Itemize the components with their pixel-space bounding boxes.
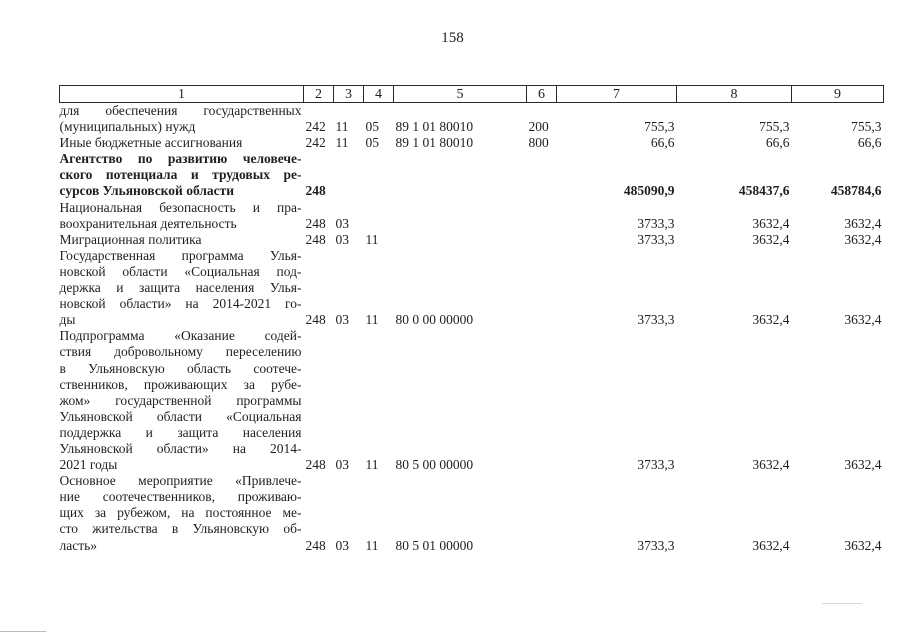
row-name-cell <box>60 103 304 136</box>
table-header <box>60 86 884 103</box>
row-code-cell: 248 <box>305 183 326 199</box>
row-expense-type-cell <box>527 248 557 328</box>
row-amount-col8-cell: 3632,4 <box>752 312 790 328</box>
row-amount-col9-cell: 3632,4 <box>844 231 882 247</box>
row-amount-col8-cell: 66,6 <box>765 135 790 151</box>
row-name-line: ственников, проживающих за рубе- <box>59 376 302 392</box>
row-subsection-cell: 11 <box>365 231 379 247</box>
row-target-article-cell <box>394 151 527 199</box>
row-code-cell: 242 <box>305 135 326 151</box>
header-col-7: 7 <box>557 86 677 103</box>
row-name-cell <box>60 328 304 473</box>
row-name-line: новской области «Социальная под- <box>59 263 302 279</box>
row-name-cell <box>60 200 304 232</box>
table-row <box>60 328 884 473</box>
row-expense-type-cell <box>527 151 557 199</box>
row-name-line: ствия добровольному переселению <box>59 344 302 360</box>
row-subsection-cell: 05 <box>365 119 379 135</box>
row-name-line: Миграционная политика <box>59 231 202 247</box>
table-row <box>60 473 884 553</box>
row-target-article-cell: 89 1 01 80010 <box>395 135 474 151</box>
header-col-9: 9 <box>792 86 884 103</box>
row-amount-col8-cell: 3632,4 <box>752 215 790 231</box>
row-name-line: ды <box>59 312 76 328</box>
row-amount-col8-cell: 3632,4 <box>752 457 790 473</box>
row-code-cell: 248 <box>305 457 326 473</box>
row-section-cell: 03 <box>335 457 349 473</box>
row-amount-col7-cell: 3733,3 <box>637 312 675 328</box>
row-name-cell <box>60 135 304 151</box>
row-name-line: держка и защита населения Улья- <box>59 280 302 296</box>
row-name-line: Государственная программа Улья- <box>59 247 302 263</box>
row-expense-type-cell <box>527 328 557 473</box>
header-col-6: 6 <box>527 86 557 103</box>
row-name-line: ние соотечественников, проживаю- <box>59 489 302 505</box>
table-row <box>60 200 884 232</box>
row-name-line: сто жительства в Ульяновскую об- <box>59 521 302 537</box>
row-amount-col7-cell: 3733,3 <box>637 457 675 473</box>
row-name-line: Ульяновской области «Социальная <box>59 408 302 424</box>
row-name-line: Национальная безопасность и пра- <box>59 199 302 215</box>
row-code-cell: 248 <box>305 537 326 553</box>
row-name-cell <box>60 151 304 199</box>
row-name-line: Иные бюджетные ассигнования <box>59 135 243 151</box>
row-expense-type-cell: 800 <box>528 135 549 151</box>
row-amount-col9-cell: 66,6 <box>857 135 882 151</box>
table-row <box>60 151 884 199</box>
row-subsection-cell <box>364 200 394 232</box>
table-row <box>60 135 884 151</box>
table-row <box>60 232 884 248</box>
row-name-line: сурсов Ульяновской области <box>59 183 235 199</box>
header-col-8: 8 <box>677 86 792 103</box>
row-name-cell <box>60 232 304 248</box>
row-name-line: жом» государственной программы <box>59 392 302 408</box>
table-row <box>60 103 884 136</box>
row-amount-col7-cell: 3733,3 <box>637 537 675 553</box>
row-target-article-cell <box>394 232 527 248</box>
row-amount-col7-cell: 485090,9 <box>623 183 675 199</box>
row-name-line: поддержка и защита населения <box>59 424 302 440</box>
row-section-cell: 11 <box>335 119 349 135</box>
row-expense-type-cell <box>527 232 557 248</box>
row-target-article-cell: 80 5 00 00000 <box>395 457 474 473</box>
row-subsection-cell <box>364 151 394 199</box>
row-amount-col9-cell: 3632,4 <box>844 457 882 473</box>
row-expense-type-cell <box>527 473 557 553</box>
row-name-line: ского потенциала и трудовых ре- <box>59 167 302 183</box>
row-name-line: воохранительная деятельность <box>59 215 237 231</box>
row-subsection-cell: 11 <box>365 457 379 473</box>
row-section-cell: 03 <box>335 312 349 328</box>
row-section-cell: 11 <box>335 135 349 151</box>
row-amount-col9-cell: 755,3 <box>851 119 882 135</box>
row-amount-col9-cell: 458784,6 <box>830 183 882 199</box>
row-section-cell: 03 <box>335 537 349 553</box>
row-name-line: ласть» <box>59 537 98 553</box>
row-name-line: (муниципальных) нужд <box>59 119 196 135</box>
row-expense-type-cell <box>527 200 557 232</box>
row-code-cell: 248 <box>305 231 326 247</box>
row-amount-col7-cell: 66,6 <box>650 135 675 151</box>
row-amount-col7-cell: 3733,3 <box>637 231 675 247</box>
row-name-line: Основное мероприятие «Привлече- <box>59 473 302 489</box>
header-row <box>60 86 884 103</box>
row-name-line: для обеспечения государственных <box>59 103 302 118</box>
row-name-line: новской области» на 2014-2021 го- <box>59 296 302 312</box>
header-col-3: 3 <box>334 86 364 103</box>
row-amount-col9-cell: 3632,4 <box>844 312 882 328</box>
row-name-line: Агентство по развитию человече- <box>59 151 302 167</box>
row-code-cell: 248 <box>305 312 326 328</box>
row-name-cell <box>60 473 304 553</box>
row-name-line: Ульяновской области» на 2014- <box>59 440 302 456</box>
row-code-cell: 242 <box>305 119 326 135</box>
row-target-article-cell: 89 1 01 80010 <box>395 119 474 135</box>
row-name-line: в Ульяновскую область соотече- <box>59 360 302 376</box>
row-section-cell <box>334 151 364 199</box>
row-subsection-cell: 05 <box>365 135 379 151</box>
row-target-article-cell: 80 5 01 00000 <box>395 537 474 553</box>
row-section-cell: 03 <box>335 215 349 231</box>
table-row <box>60 248 884 328</box>
row-subsection-cell: 11 <box>365 312 379 328</box>
row-section-cell: 03 <box>335 231 349 247</box>
row-subsection-cell: 11 <box>365 537 379 553</box>
row-name-line: щих за рубежом, на постоянное ме- <box>59 505 302 521</box>
row-amount-col7-cell: 755,3 <box>644 119 675 135</box>
row-target-article-cell <box>394 200 527 232</box>
row-amount-col8-cell: 458437,6 <box>738 183 790 199</box>
table-body <box>60 103 884 554</box>
row-expense-type-cell: 200 <box>528 119 549 135</box>
row-name-line: 2021 годы <box>59 457 118 473</box>
header-col-2: 2 <box>304 86 334 103</box>
scan-artifact <box>0 631 46 632</box>
row-amount-col8-cell: 755,3 <box>759 119 790 135</box>
row-amount-col9-cell: 3632,4 <box>844 215 882 231</box>
row-amount-col8-cell: 3632,4 <box>752 537 790 553</box>
row-name-cell <box>60 248 304 328</box>
budget-table <box>59 85 884 554</box>
row-amount-col9-cell: 3632,4 <box>844 537 882 553</box>
header-col-1: 1 <box>60 86 304 103</box>
row-amount-col8-cell: 3632,4 <box>752 231 790 247</box>
row-code-cell: 248 <box>305 215 326 231</box>
page-number: 158 <box>441 30 464 46</box>
row-amount-col7-cell: 3733,3 <box>637 215 675 231</box>
scan-artifact <box>822 603 862 604</box>
header-col-4: 4 <box>364 86 394 103</box>
header-col-5: 5 <box>394 86 527 103</box>
row-name-line: Подпрограмма «Оказание содей- <box>59 328 302 344</box>
row-target-article-cell: 80 0 00 00000 <box>395 312 474 328</box>
